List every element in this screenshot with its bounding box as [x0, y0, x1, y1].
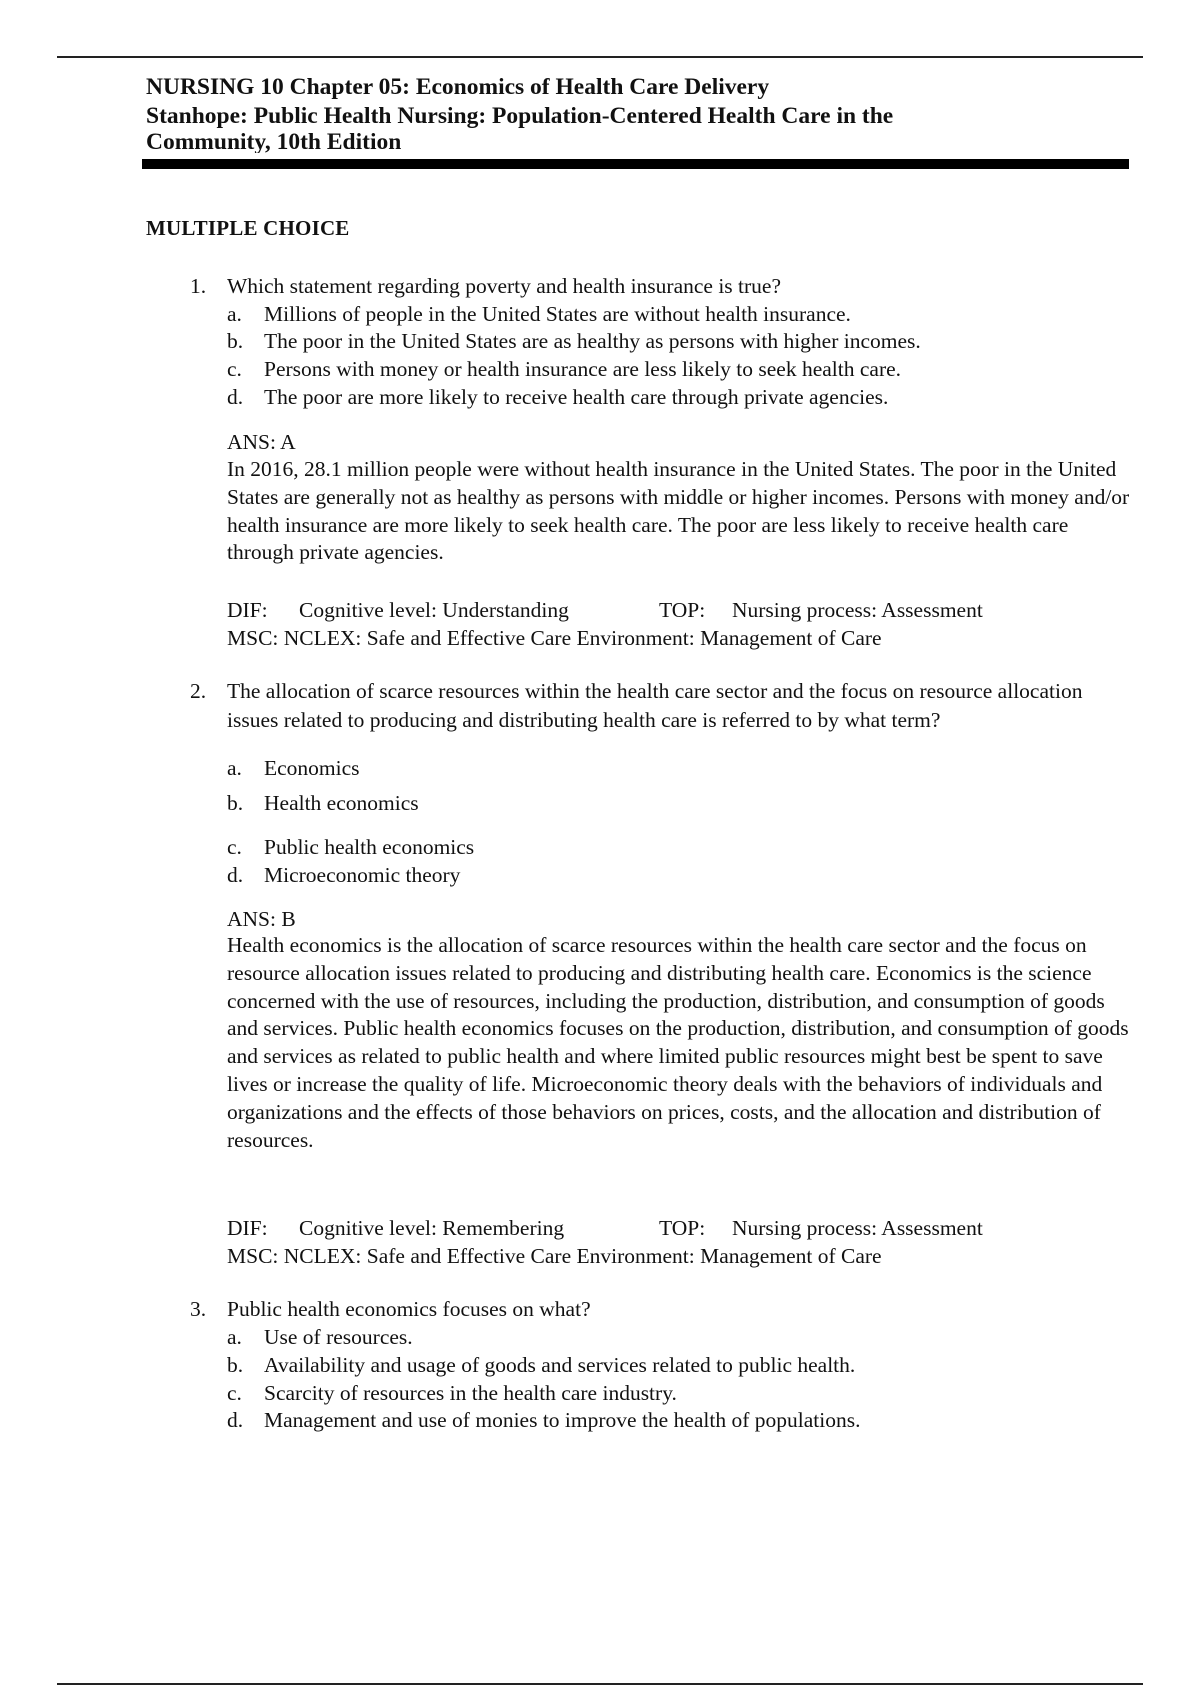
question-1-dif-top	[227, 596, 983, 624]
option-text: Persons with money or health insurance are less likely to seek health care.	[264, 357, 902, 381]
header-course-title: NURSING 10 Chapter 05: Economics of Health Care Delivery	[146, 74, 770, 100]
header-book-edition: Community, 10th Edition	[146, 131, 402, 153]
option-text: The poor in the United States are as healthy as persons with higher incomes.	[264, 329, 921, 353]
question-1-option-a	[227, 300, 851, 328]
header-book-title: Stanhope: Public Health Nursing: Population-Centered Health Care in the	[146, 103, 894, 129]
question-2-option-d	[227, 861, 460, 889]
option-letter: b.	[227, 1353, 244, 1377]
option-text: Management and use of monies to improve the health of populations.	[264, 1408, 861, 1432]
top-label: TOP:	[659, 1216, 706, 1240]
question-2-number: 2.	[190, 679, 207, 703]
top-rule	[57, 56, 1143, 58]
question-3-option-c	[227, 1379, 677, 1407]
option-text: Microeconomic theory	[264, 863, 461, 887]
top-value: Nursing process: Assessment	[732, 598, 983, 622]
option-letter: a.	[227, 756, 242, 780]
header-divider	[142, 159, 1129, 169]
question-1-text: Which statement regarding poverty and health insurance is true?	[227, 274, 782, 298]
dif-label: DIF:	[227, 598, 268, 622]
top-label: TOP:	[659, 598, 706, 622]
question-2-rationale: Health economics is the allocation of scarce resources within the health care sector and the focus on resource allocation issues related to producing and distributing health care. Economics is the science concerned with the use of resources, including the production, distribution, and consumption of goods and services. Public health economics focuses on the production, distribution, and consumption of goods and services as related to public health and where limited public resources might best be spent to save lives or increase the quality of life. Microeconomic theory deals with the behaviors of individuals and organizations and the effects of those behaviors on prices, costs, and the allocation and distribution of resources.	[227, 933, 1129, 1152]
option-letter: b.	[227, 791, 244, 815]
option-text: Public health economics	[264, 835, 475, 859]
option-letter: c.	[227, 357, 242, 381]
option-letter: d.	[227, 385, 244, 409]
question-1-answer: ANS: A	[227, 430, 296, 454]
document-header	[146, 73, 1131, 153]
question-3-number: 3.	[190, 1297, 207, 1321]
dif-value: Cognitive level: Understanding	[299, 598, 569, 622]
question-3-option-d	[227, 1406, 861, 1434]
question-2-option-b	[227, 789, 419, 817]
question-2-answer: ANS: B	[227, 907, 296, 931]
option-letter: a.	[227, 1325, 242, 1349]
question-1-number: 1.	[190, 274, 207, 298]
bottom-rule	[57, 1683, 1143, 1685]
dif-value: Cognitive level: Remembering	[299, 1216, 565, 1240]
dif-label: DIF:	[227, 1216, 268, 1240]
question-2-msc: MSC: NCLEX: Safe and Effective Care Environment: Management of Care	[227, 1244, 882, 1268]
question-3-option-a	[227, 1323, 413, 1351]
option-text: Millions of people in the United States are without health insurance.	[264, 302, 851, 326]
question-2-text: The allocation of scarce resources within the health care sector and the focus on resource allocation issues related to producing and distributing health care is referred to by what term?	[227, 679, 1083, 732]
question-3-text: Public health economics focuses on what?	[227, 1297, 591, 1321]
question-2-option-c	[227, 833, 474, 861]
option-text: Availability and usage of goods and services related to public health.	[264, 1353, 856, 1377]
question-1-option-d	[227, 383, 888, 411]
option-letter: b.	[227, 329, 244, 353]
question-1-option-c	[227, 355, 901, 383]
question-2-dif-top	[227, 1214, 983, 1242]
question-1-option-b	[227, 327, 921, 355]
option-text: Scarcity of resources in the health care industry.	[264, 1381, 677, 1405]
question-3-option-b	[227, 1351, 855, 1379]
option-letter: c.	[227, 1381, 242, 1405]
option-letter: a.	[227, 302, 242, 326]
question-1-msc: MSC: NCLEX: Safe and Effective Care Environment: Management of Care	[227, 626, 882, 650]
question-2-option-a	[227, 754, 360, 782]
option-letter: c.	[227, 835, 242, 859]
option-letter: d.	[227, 1408, 244, 1432]
option-letter: d.	[227, 863, 244, 887]
question-1-rationale: In 2016, 28.1 million people were without health insurance in the United States. The poor in the United States are generally not as healthy as persons with middle or higher incomes. Persons with money and/or health insurance are more likely to seek health care. The poor are less likely to receive health care through private agencies.	[227, 457, 1130, 565]
option-text: Health economics	[264, 791, 419, 815]
option-text: The poor are more likely to receive health care through private agencies.	[264, 385, 889, 409]
top-value: Nursing process: Assessment	[732, 1216, 983, 1240]
section-title: MULTIPLE CHOICE	[146, 216, 350, 240]
option-text: Economics	[264, 756, 360, 780]
option-text: Use of resources.	[264, 1325, 413, 1349]
